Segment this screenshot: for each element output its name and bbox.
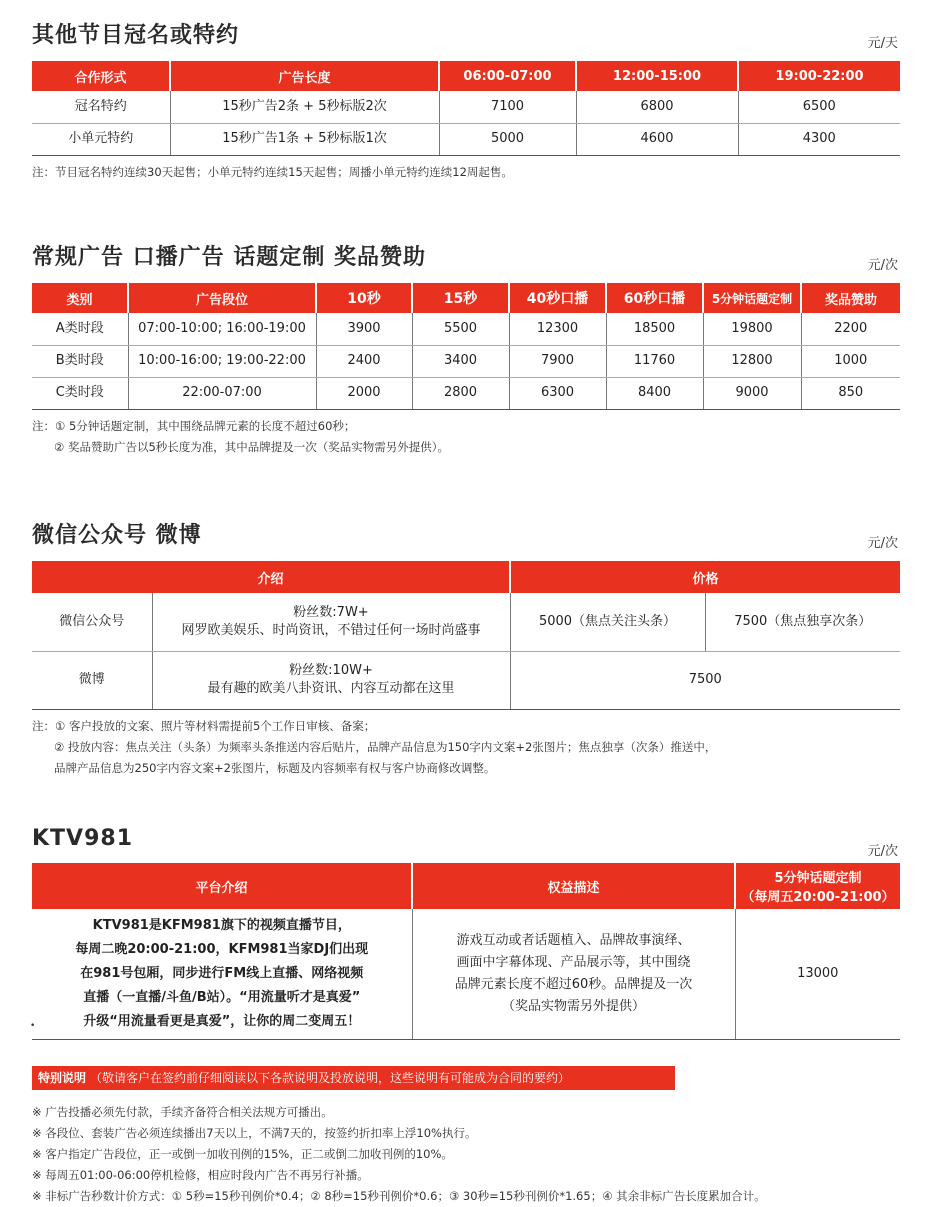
col-header: 广告段位 xyxy=(128,283,316,313)
col-header: 合作形式 xyxy=(32,61,170,91)
wechat-weibo-table xyxy=(32,561,900,710)
special-label: 特别说明 xyxy=(38,1071,87,1085)
col-header: 广告长度 xyxy=(170,61,439,91)
table-row xyxy=(32,123,900,155)
table-cell: 18500 xyxy=(606,313,703,345)
ktv981-table xyxy=(32,863,900,1040)
col-header: 15秒 xyxy=(412,283,509,313)
special-line: ※ 各段位、套装广告必须连续播出7天以上，不满7天的，按签约折扣率上浮10%执行。 xyxy=(32,1126,477,1140)
table-cell: 15秒广告2条 + 5秒标版2次 xyxy=(170,91,439,123)
rights-desc xyxy=(412,909,735,1039)
special-line: ※ 每周五01:00-06:00停机检修，相应时段内广告不再另行补播。 xyxy=(32,1168,369,1182)
table-cell: A类时段 xyxy=(32,313,128,345)
section-note: 注：节目冠名特约连续30天起售；小单元特约连续15天起售；周播小单元特约连续12周起售。 xyxy=(32,164,513,179)
table-cell: 2400 xyxy=(316,345,412,377)
regular-ads-table xyxy=(32,283,900,410)
table-cell: 7100 xyxy=(439,91,576,123)
sponsorship-table xyxy=(32,61,900,156)
table-row xyxy=(32,909,900,1039)
desc-text: 网罗欧美娱乐、时尚资讯，不错过任何一场时尚盛事 xyxy=(181,622,481,638)
note-line: ② 奖品赞助广告以5秒长度为准，其中品牌提及一次（奖品实物需另外提供）。 xyxy=(54,439,450,454)
special-notes xyxy=(32,1102,766,1207)
table-row xyxy=(32,377,900,409)
price-cell: 5000（焦点关注头条） xyxy=(510,593,705,651)
section-note xyxy=(32,416,900,458)
table-cell: 1000 xyxy=(801,345,900,377)
col-header-line: （每周五20:00-21:00） xyxy=(741,890,895,905)
section-title: 微信公众号 微博 xyxy=(32,523,202,548)
intro-line: KTV981是KFM981旗下的视频直播节目， xyxy=(92,917,351,933)
platform-desc xyxy=(152,593,510,651)
col-header xyxy=(735,863,900,909)
table-cell: B类时段 xyxy=(32,345,128,377)
unit-label: 元/次 xyxy=(867,844,898,859)
section-regular-ads xyxy=(32,240,900,458)
col-header: 19:00-22:00 xyxy=(738,61,900,91)
intro-line: 在981号包厢，同步进行FM线上直播、网络视频 xyxy=(80,965,364,981)
table-cell: 6800 xyxy=(576,91,738,123)
unit-label: 元/天 xyxy=(867,36,898,51)
table-cell: 19800 xyxy=(703,313,801,345)
table-row xyxy=(32,345,900,377)
fans-count: 粉丝数:10W+ xyxy=(289,663,373,679)
rights-line: 品牌元素长度不超过60秒。品牌提及一次 xyxy=(454,976,693,992)
platform-name: 微博 xyxy=(32,651,152,709)
col-header: 60秒口播 xyxy=(606,283,703,313)
col-header: 价格 xyxy=(510,561,900,593)
table-cell: 6500 xyxy=(738,91,900,123)
rights-line: 游戏互动或者话题植入、品牌故事演绎、 xyxy=(456,932,691,948)
intro-line: 每周二晚20:00-21:00，KFM981当家DJ们出现 xyxy=(75,941,369,957)
note-line: ② 投放内容：焦点关注（头条）为频率头条推送内容后贴片，品牌产品信息为150字内文案+2张图片；焦点独享（次条）推送中， xyxy=(54,739,717,754)
table-cell: 12300 xyxy=(509,313,606,345)
col-header-line: 5分钟话题定制 xyxy=(774,871,862,886)
section-title: KTV981 xyxy=(32,826,134,851)
price-cell: 13000 xyxy=(735,909,900,1039)
col-header: 5分钟话题定制 xyxy=(703,283,801,313)
table-cell: 4300 xyxy=(738,123,900,155)
section-title: 其他节目冠名或特约 xyxy=(32,23,240,48)
special-desc: （敬请客户在签约前仔细阅读以下各款说明及投放说明，这些说明有可能成为合同的要约） xyxy=(90,1071,571,1085)
platform-intro xyxy=(32,909,412,1039)
price-cell: 7500（焦点独享次条） xyxy=(705,593,900,651)
note-line: 注：① 5分钟话题定制，其中围绕品牌元素的长度不超过60秒； xyxy=(32,418,356,433)
table-cell: C类时段 xyxy=(32,377,128,409)
table-cell: 2200 xyxy=(801,313,900,345)
platform-name: 微信公众号 xyxy=(32,593,152,651)
desc-text: 最有趣的欧美八卦资讯、内容互动都在这里 xyxy=(207,681,455,696)
fans-count: 粉丝数:7W+ xyxy=(293,605,369,621)
note-line: 品牌产品信息为250字内容文案+2张图片，标题及内容频率有权与客户协商修改调整。 xyxy=(54,760,496,775)
table-cell: 7900 xyxy=(509,345,606,377)
table-cell: 15秒广告1条 + 5秒标版1次 xyxy=(170,123,439,155)
intro-line: 升级“用流量看更是真爱”，让你的周二变周五！ xyxy=(83,1013,361,1029)
table-cell: 9000 xyxy=(703,377,801,409)
price-cell: 7500 xyxy=(510,651,900,709)
special-line: ※ 客户指定广告段位，正一或倒一加收刊例的15%，正二或倒二加收刊例的10%。 xyxy=(32,1147,453,1161)
note-line: 注：① 客户投放的文案、照片等材料需提前5个工作日审核、备案； xyxy=(32,718,376,733)
table-cell: 2000 xyxy=(316,377,412,409)
col-header: 介绍 xyxy=(32,561,510,593)
table-cell: 5000 xyxy=(439,123,576,155)
table-cell: 07:00-10:00; 16:00-19:00 xyxy=(128,313,316,345)
table-row xyxy=(32,91,900,123)
table-cell: 10:00-16:00; 19:00-22:00 xyxy=(128,345,316,377)
platform-desc xyxy=(152,651,510,709)
col-header: 奖品赞助 xyxy=(801,283,900,313)
section-ktv981 xyxy=(32,826,900,1040)
special-line: ※ 非标广告秒数计价方式：① 5秒=15秒刊例价*0.4；② 8秒=15秒刊例价*0.6；③ 30秒=15秒刊例价*1.65；④ 其余非标广告长度累加合计。 xyxy=(32,1189,766,1203)
col-header: 10秒 xyxy=(316,283,412,313)
table-cell: 6300 xyxy=(509,377,606,409)
table-cell: 3900 xyxy=(316,313,412,345)
col-header: 12:00-15:00 xyxy=(576,61,738,91)
rights-line: 画面中字幕体现、产品展示等，其中围绕 xyxy=(456,954,691,970)
section-wechat-weibo xyxy=(32,518,900,779)
table-cell: 小单元特约 xyxy=(32,123,170,155)
special-notice-bar xyxy=(32,1066,675,1090)
special-line: ※ 广告投播必须先付款，手续齐备符合相关法规方可播出。 xyxy=(32,1105,333,1119)
intro-line: 直播（一直播/斗鱼/B站）。“用流量听才是真爱” xyxy=(83,989,361,1005)
section-title: 常规广告 口播广告 话题定制 奖品赞助 xyxy=(32,245,426,270)
table-cell: 11760 xyxy=(606,345,703,377)
table-cell: 冠名特约 xyxy=(32,91,170,123)
bullet-dot-icon: • xyxy=(30,1021,36,1031)
col-header: 权益描述 xyxy=(412,863,735,909)
rights-line: （奖品实物需另外提供） xyxy=(501,998,645,1014)
table-cell: 3400 xyxy=(412,345,509,377)
col-header: 40秒口播 xyxy=(509,283,606,313)
table-cell: 4600 xyxy=(576,123,738,155)
table-row xyxy=(32,593,900,651)
col-header: 类别 xyxy=(32,283,128,313)
section-note xyxy=(32,716,900,779)
table-cell: 2800 xyxy=(412,377,509,409)
table-cell: 8400 xyxy=(606,377,703,409)
table-cell: 12800 xyxy=(703,345,801,377)
table-row xyxy=(32,313,900,345)
unit-label: 元/次 xyxy=(867,536,898,551)
table-row xyxy=(32,651,900,709)
unit-label: 元/次 xyxy=(867,258,898,273)
col-header: 平台介绍 xyxy=(32,863,412,909)
col-header: 06:00-07:00 xyxy=(439,61,576,91)
table-cell: 5500 xyxy=(412,313,509,345)
section-sponsorship xyxy=(32,18,900,183)
table-cell: 850 xyxy=(801,377,900,409)
table-cell: 22:00-07:00 xyxy=(128,377,316,409)
